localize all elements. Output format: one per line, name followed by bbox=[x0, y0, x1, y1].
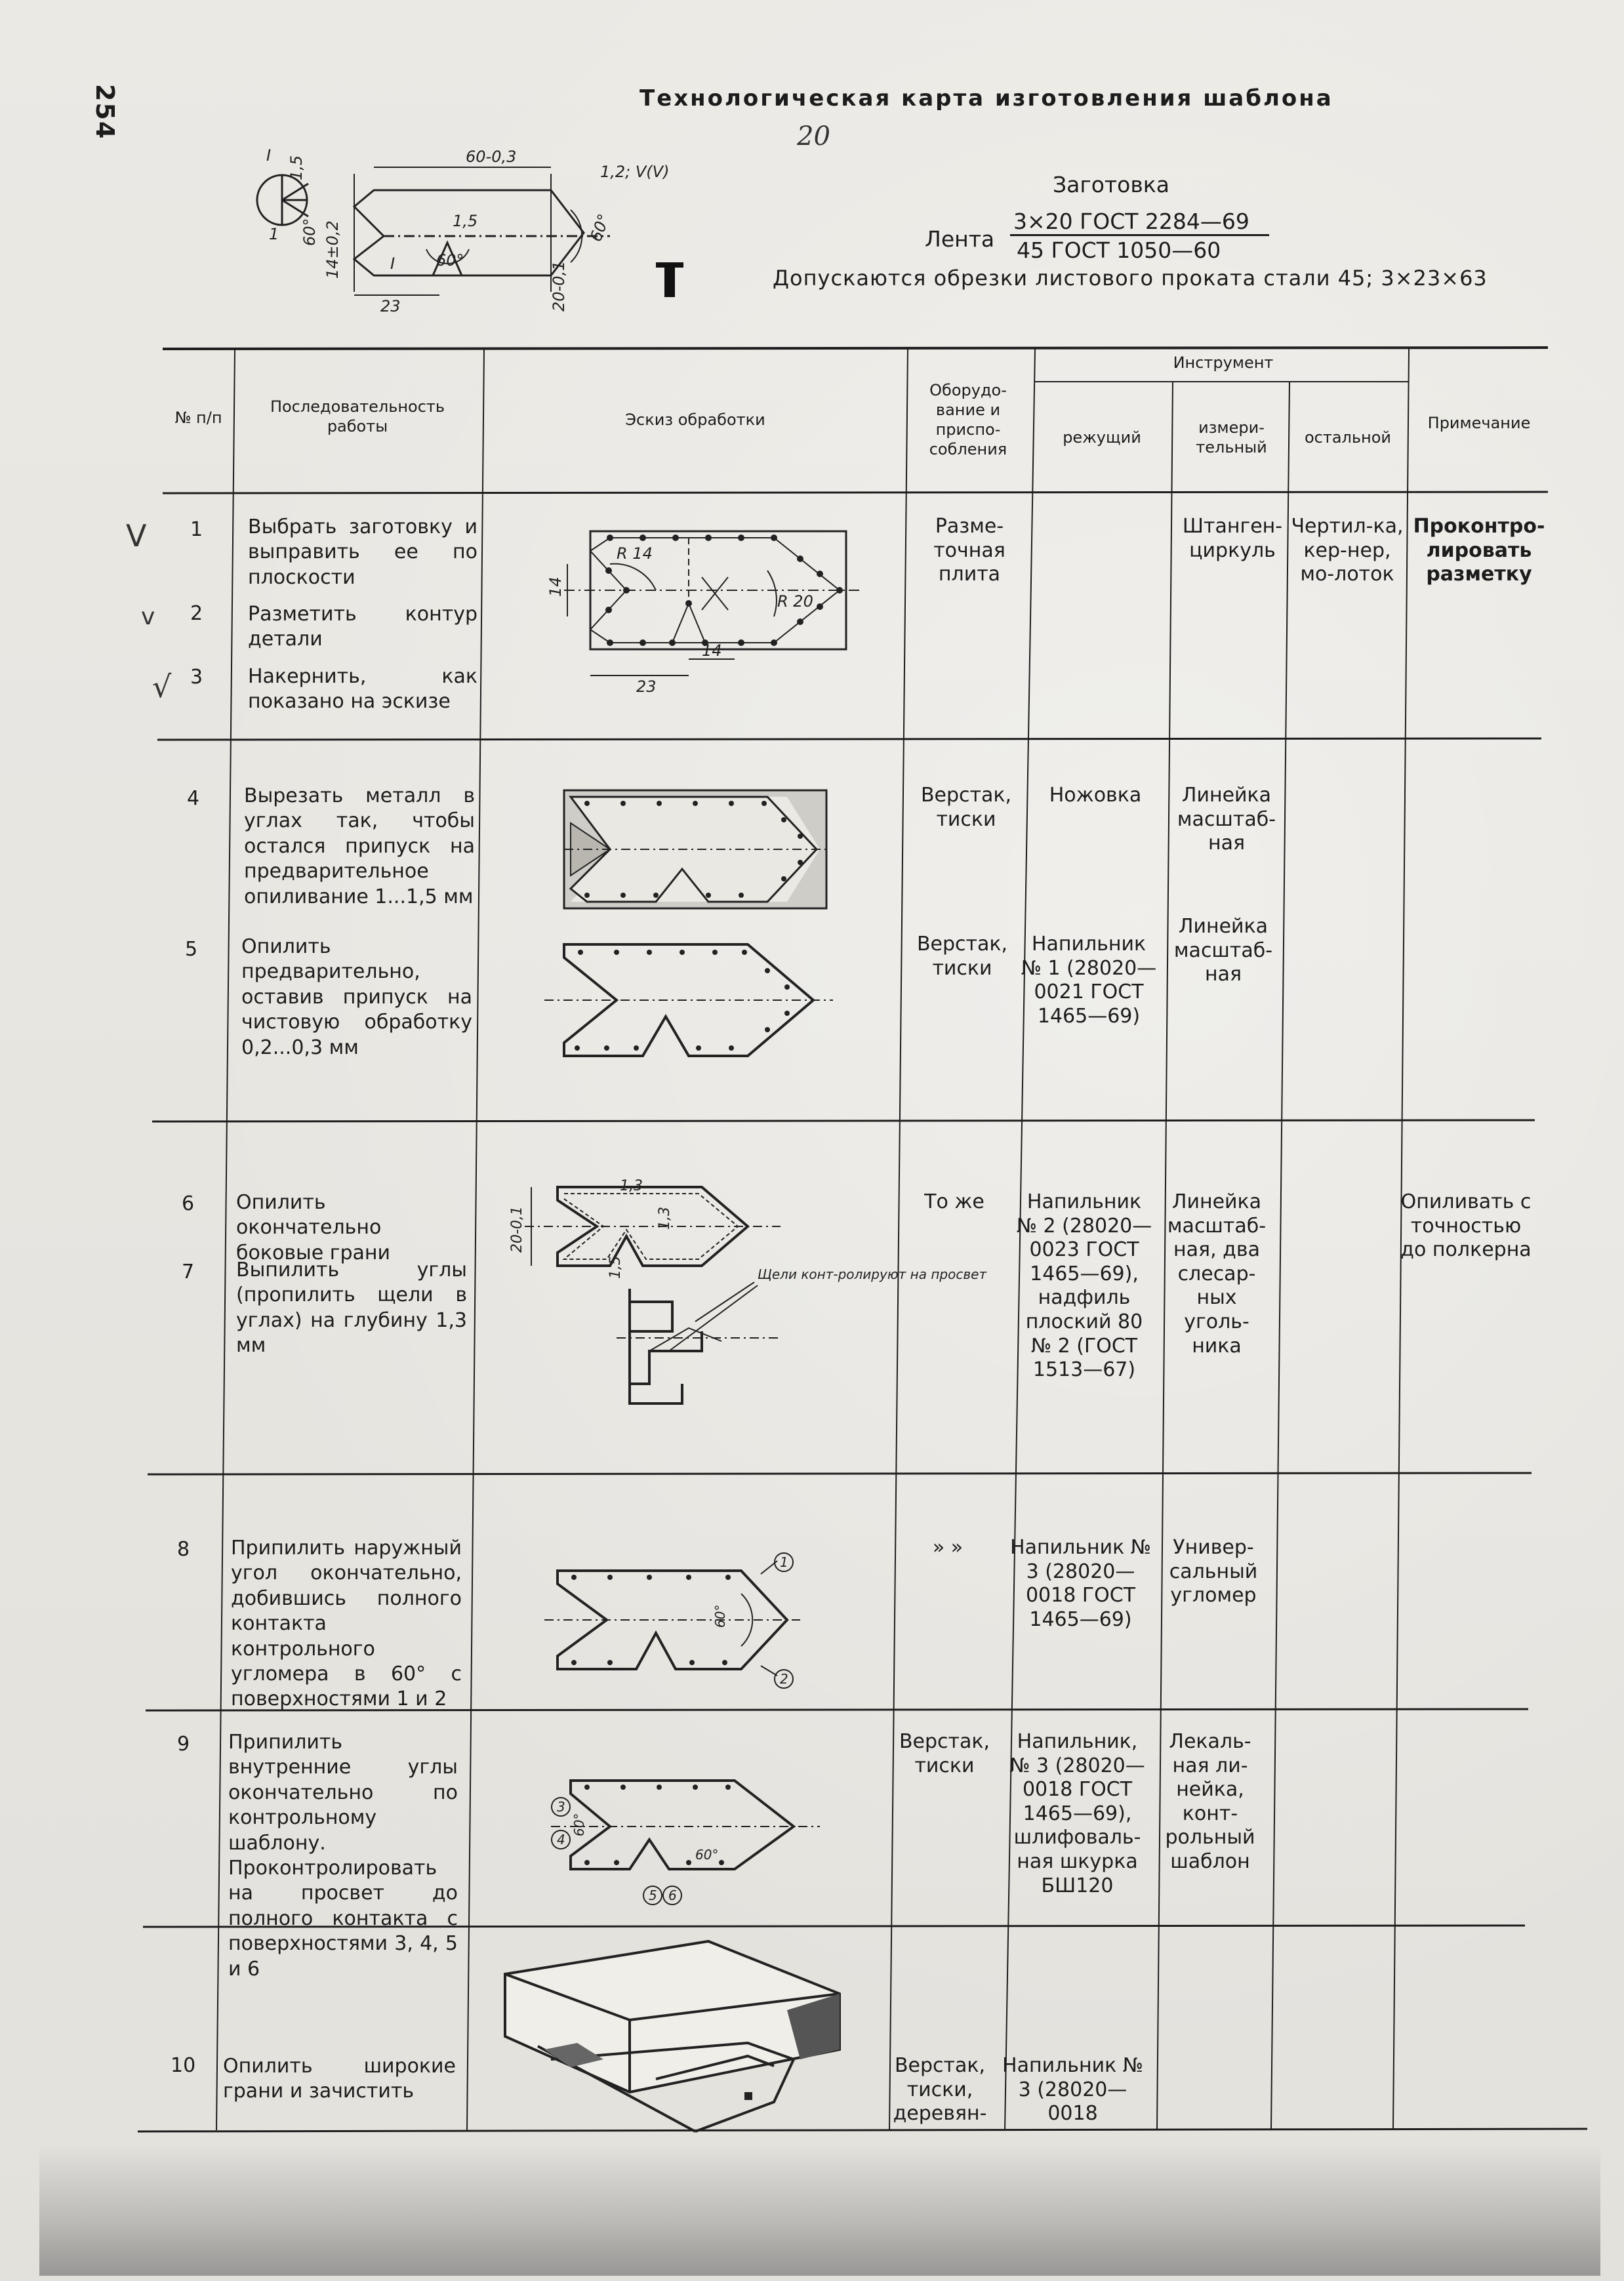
sketch-label: 1,5 bbox=[607, 1256, 624, 1279]
sketch-label: 60° bbox=[712, 1604, 728, 1628]
checkmark: v bbox=[141, 603, 155, 630]
dim-angle-1: 60° bbox=[436, 251, 464, 270]
row-number: 9 bbox=[177, 1733, 190, 1756]
sketch-outer-angle bbox=[544, 1554, 846, 1692]
sketch-prefiling bbox=[544, 938, 833, 1069]
work-step-text: Выбрать заготовку и выправить ее по плоскости bbox=[248, 515, 477, 589]
page-number: 254 bbox=[91, 84, 119, 140]
view-label-2: I bbox=[390, 254, 396, 273]
equipment-cell: Верстак, тиски bbox=[920, 784, 1012, 831]
equipment-cell: Верстак, тиски bbox=[916, 933, 1008, 980]
cutting-tool-cell: Напильник № 2 (28020—0023 ГОСТ 1465—69), надфиль плоский 80 № 2 (ГОСТ 1513—67) bbox=[1016, 1190, 1152, 1382]
sketch-label: 4 bbox=[557, 1832, 565, 1847]
sketch-label: R 14 bbox=[617, 544, 653, 563]
sketch-label: R 20 bbox=[777, 592, 813, 611]
col-header-tools: Инструмент bbox=[1173, 353, 1274, 372]
measuring-tool-cell: Линейка масштаб-ная bbox=[1177, 784, 1276, 855]
row-number: 1 bbox=[190, 518, 203, 541]
cutting-tool-cell: Напильник № 1 (28020—0021 ГОСТ 1465—69) bbox=[1021, 933, 1157, 1028]
dim-width: 14±0,2 bbox=[323, 220, 342, 279]
equipment-cell: То же bbox=[924, 1190, 985, 1213]
equipment-cell: Верстак, тиски, деревян- bbox=[893, 2054, 987, 2126]
col-header-num: № п/п bbox=[174, 409, 222, 427]
row-number: 3 bbox=[190, 666, 203, 689]
work-step-text: Припилить наружный угол окончательно, добившись полного контакта контрольного угломера в 60° с поверхностями 1 и 2 bbox=[231, 1537, 462, 1711]
sketch-label: 1,3 bbox=[657, 1207, 673, 1230]
roughness-mark: 1,2; V(V) bbox=[600, 163, 670, 181]
work-step-text: Опилить окончательно боковые грани bbox=[236, 1191, 390, 1264]
sketch-label: 23 bbox=[636, 677, 657, 696]
sketch-label: 5 bbox=[649, 1887, 657, 1903]
equipment-cell: » » bbox=[932, 1536, 964, 1559]
sketch-label: 1,3 bbox=[620, 1178, 643, 1194]
dim-1: 1 bbox=[269, 225, 279, 243]
cutting-tool-cell: Напильник № 3 (28020—0018 bbox=[1002, 2054, 1143, 2126]
col-header-cutting: режущий bbox=[1063, 428, 1141, 447]
measuring-tool-cell: Штанген-циркуль bbox=[1182, 515, 1283, 562]
work-step-text: Опилить предварительно, оставив припуск на чистовую обработку 0,2...0,3 мм bbox=[241, 935, 472, 1059]
col-header-sequence: Последовательность работы bbox=[270, 397, 445, 435]
blank-denominator: 45 ГОСТ 1050—60 bbox=[1017, 237, 1221, 263]
row-number: 8 bbox=[177, 1538, 190, 1561]
page-title: Технологическая карта изготовления шаблона bbox=[639, 85, 1333, 111]
work-step-text: Накернить, как показано на эскизе bbox=[248, 665, 477, 714]
scan-shadow bbox=[39, 2145, 1600, 2276]
row-number: 5 bbox=[185, 938, 198, 961]
dim-23: 23 bbox=[380, 297, 401, 315]
blank-label: Заготовка bbox=[1053, 172, 1169, 197]
equipment-cell: Верстак, тиски bbox=[899, 1730, 990, 1777]
other-tool-cell: Чертил-ка, кер-нер, мо-лоток bbox=[1291, 515, 1404, 586]
sketch-label: 60° bbox=[695, 1847, 719, 1863]
work-step-text: Вырезать металл в углах так, чтобы остался припуск на предварительное опиливание 1...1,5 мм bbox=[244, 784, 475, 908]
measuring-tool-cell: Лекаль-ная ли-нейка, конт-рольный шаблон bbox=[1165, 1730, 1255, 1873]
note-cell: Проконтро-лировать разметку bbox=[1413, 515, 1545, 586]
cutting-tool-cell: Напильник, № 3 (28020—0018 ГОСТ 1465—69), шлифоваль-ная шкурка БШ120 bbox=[1009, 1730, 1145, 1897]
measuring-tool-cell: Линейка масштаб-ная bbox=[1173, 915, 1273, 986]
measuring-tool-cell: Линейка масштаб-ная, два слесар-ных уголь-ника bbox=[1167, 1190, 1267, 1358]
note-cell: Опиливать с точностью до полкерна bbox=[1400, 1190, 1532, 1262]
col-header-sketch: Эскиз обработки bbox=[625, 411, 765, 429]
sketch-label: 2 bbox=[780, 1671, 788, 1687]
col-header-note: Примечание bbox=[1427, 414, 1531, 432]
equipment-cell: Разме-точная плита bbox=[933, 515, 1005, 586]
measuring-tool-cell: Универ-сальный угломер bbox=[1169, 1536, 1258, 1607]
blank-allowance: Допускаются обрезки листового проката стали 45; 3×23×63 bbox=[773, 266, 1488, 291]
row-number: 6 bbox=[182, 1192, 195, 1215]
dim-1-5: 1,5 bbox=[287, 155, 306, 180]
dim-1-5b: 1,5 bbox=[453, 212, 478, 230]
sketch-label: 14 bbox=[702, 641, 722, 660]
dim-angle-2: 60° bbox=[586, 211, 614, 245]
col-header-other: остальной bbox=[1304, 428, 1392, 447]
work-step-text: Выпилить углы (пропилить щели в углах) на глубину 1,3 мм bbox=[236, 1259, 467, 1358]
col-header-measuring: измери-тельный bbox=[1196, 418, 1267, 456]
col-header-equipment: Оборудо-вание и приспо-собления bbox=[929, 381, 1007, 458]
work-step-text: Опилить широкие грани и зачистить bbox=[223, 2055, 456, 2103]
checkmark: √ bbox=[152, 669, 172, 704]
sketch-cutting bbox=[558, 784, 833, 915]
sketch-label: 3 bbox=[557, 1799, 565, 1815]
sketch-label: Щели конт-ролируют на просвет bbox=[758, 1266, 987, 1282]
row-number: 10 bbox=[171, 2054, 196, 2077]
cutting-tool-cell: Ножовка bbox=[1049, 784, 1142, 807]
sketch-vise bbox=[498, 1928, 866, 2131]
sketch-label: 14 bbox=[546, 576, 565, 597]
sketch-label: 60° bbox=[571, 1813, 587, 1836]
view-label-1: I bbox=[266, 146, 272, 165]
dim-20: 20-0,1 bbox=[550, 260, 568, 312]
row-number: 7 bbox=[182, 1261, 195, 1283]
checkmark: V bbox=[126, 518, 147, 554]
sketch-inner-angles bbox=[538, 1764, 840, 1902]
handwritten-note: 20 bbox=[797, 121, 830, 151]
dim-angle-3: 60° bbox=[300, 218, 319, 246]
row-number: 2 bbox=[190, 602, 203, 625]
work-step-text: Припилить внутренние углы окончательно по контрольному шаблону. Проконтролировать на просвет до полного контакта с поверхностями 3, 4, 5 и 6 bbox=[228, 1731, 458, 1981]
work-step-text: Разметить контур детали bbox=[248, 603, 477, 651]
dim-length: 60-0,3 bbox=[466, 148, 517, 166]
sketch-label: 6 bbox=[668, 1887, 677, 1903]
blank-numerator: 3×20 ГОСТ 2284—69 bbox=[1013, 209, 1249, 234]
sketch-marking bbox=[546, 525, 866, 702]
cutting-tool-cell: Напильник № 3 (28020—0018 ГОСТ 1465—69) bbox=[1010, 1536, 1151, 1631]
sketch-label: 1 bbox=[780, 1554, 788, 1570]
row-number: 4 bbox=[187, 787, 200, 810]
blank-prefix: Лента bbox=[925, 226, 995, 252]
sketch-label: 20-0,1 bbox=[509, 1206, 525, 1253]
